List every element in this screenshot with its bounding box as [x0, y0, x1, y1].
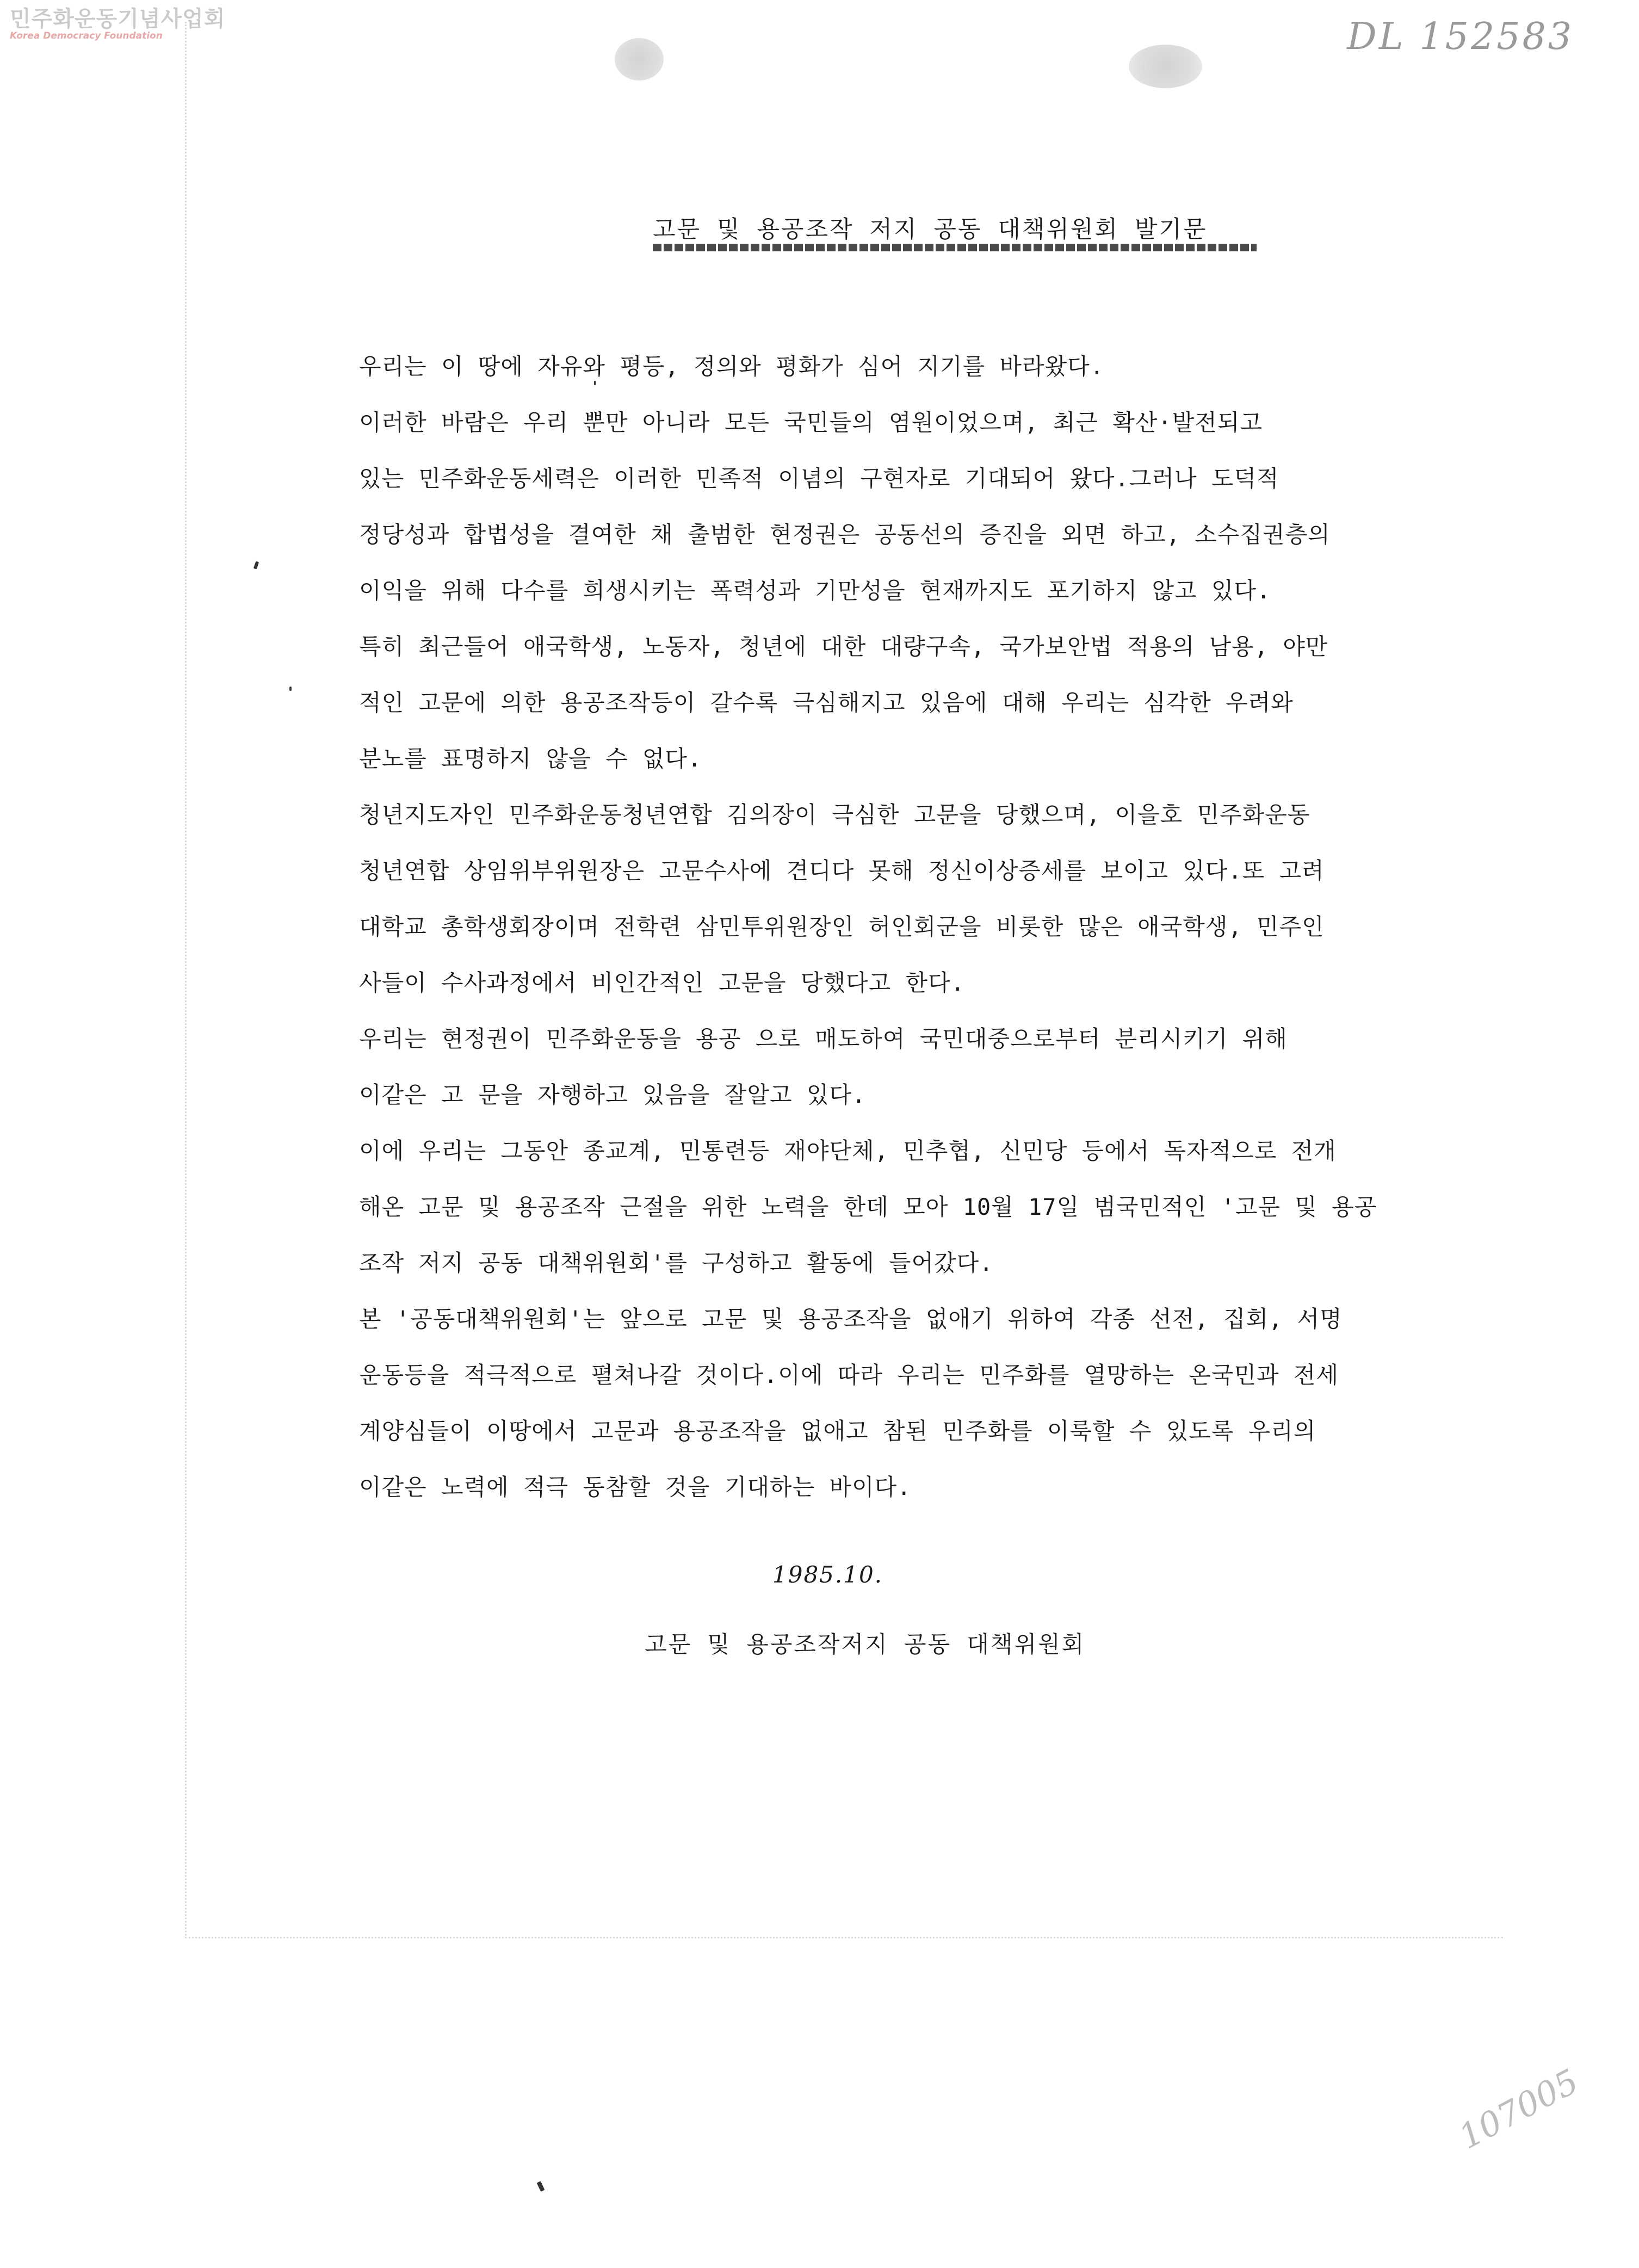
watermark-korean: 민주화운동기념사업회 [10, 7, 226, 32]
body-line: 우리는 현정권이 민주화운동을 용공 으로 매도하여 국민대중으로부터 분리시키기 위해 [359, 1025, 1288, 1052]
body-line: 본 '공동대책위원회'는 앞으로 고문 및 용공조작을 없애기 위하여 각종 선전, 집회, 서명 [359, 1306, 1343, 1332]
body-line: 조작 저지 공동 대책위원회'를 구성하고 활동에 들어갔다. [359, 1250, 994, 1276]
body-line: 청년연합 상임위부위원장은 고문수사에 견디다 못해 정신이상증세를 보이고 있다.또 고려 [359, 857, 1325, 884]
body-line: 이같은 고 문을 자행하고 있음을 잘알고 있다. [359, 1082, 867, 1108]
punch-hole-right [1129, 45, 1202, 88]
document-title: 고문 및 용공조작 저지 공동 대책위원회 발기문 [653, 216, 1208, 243]
document-signature: 고문 및 용공조작저지 공동 대책위원회 [645, 1631, 1086, 1658]
punch-hole-left [615, 38, 664, 81]
body-line: 운동등을 적극적으로 펼쳐나갈 것이다.이에 따라 우리는 민주화를 열망하는 온국민과 전세 [359, 1362, 1339, 1388]
body-line: 청년지도자인 민주화운동청년연합 김의장이 극심한 고문을 당했으며, 이을호 민주화운동 [359, 801, 1310, 828]
ink-speck [594, 381, 596, 385]
document-body [359, 338, 1512, 1515]
ink-speck [537, 2181, 545, 2192]
body-line: 이같은 노력에 적극 동참할 것을 기대하는 바이다. [359, 1474, 912, 1500]
body-line: 분노를 표명하지 않을 수 없다. [359, 745, 702, 772]
watermark-english: Korea Democracy Foundation [10, 30, 163, 41]
body-line: 정당성과 합법성을 결여한 채 출범한 현정권은 공동선의 증진을 외면 하고, 소수집권층의 [359, 521, 1331, 548]
body-line: 사들이 수사과정에서 비인간적인 고문을 당했다고 한다. [359, 969, 965, 996]
ink-speck [289, 687, 292, 691]
title-underline [653, 244, 1257, 251]
body-line: 계양심들이 이땅에서 고문과 용공조작을 없애고 참된 민주화를 이룩할 수 있도록 우리의 [359, 1418, 1316, 1444]
handwritten-note: 107005 [1452, 2061, 1585, 2157]
body-line: 해온 고문 및 용공조작 근절을 위한 노력을 한데 모아 10월 17일 범국민적인 '고문 및 용공 [359, 1194, 1377, 1220]
body-line: 적인 고문에 의한 용공조작등이 갈수록 극심해지고 있음에 대해 우리는 심각한 우려와 [359, 689, 1294, 716]
document-date: 1985.10. [772, 1561, 883, 1588]
body-line: 특히 최근들어 애국학생, 노동자, 청년에 대한 대량구속, 국가보안법 적용의 남용, 야만 [359, 633, 1328, 660]
body-line: 있는 민주화운동세력은 이러한 민족적 이념의 구현자로 기대되어 왔다.그러나 도덕적 [359, 465, 1279, 492]
foundation-watermark [10, 8, 225, 41]
archive-reference-number: DL 152583 [1347, 15, 1574, 58]
body-line: 이익을 위해 다수를 희생시키는 폭력성과 기만성을 현재까지도 포기하지 않고 있다. [359, 577, 1271, 604]
body-line: 이러한 바람은 우리 뿐만 아니라 모든 국민들의 염원이었으며, 최근 확산·발전되고 [359, 409, 1263, 436]
body-line: 우리는 이 땅에 자유와 평등, 정의와 평화가 심어 지기를 바라왔다. [359, 353, 1105, 380]
body-line: 대학교 총학생회장이며 전학련 삼민투위원장인 허인회군을 비롯한 많은 애국학생, 민주인 [359, 913, 1325, 940]
body-line: 이에 우리는 그동안 종교계, 민통련등 재야단체, 민추협, 신민당 등에서 독자적으로 전개 [359, 1138, 1337, 1164]
